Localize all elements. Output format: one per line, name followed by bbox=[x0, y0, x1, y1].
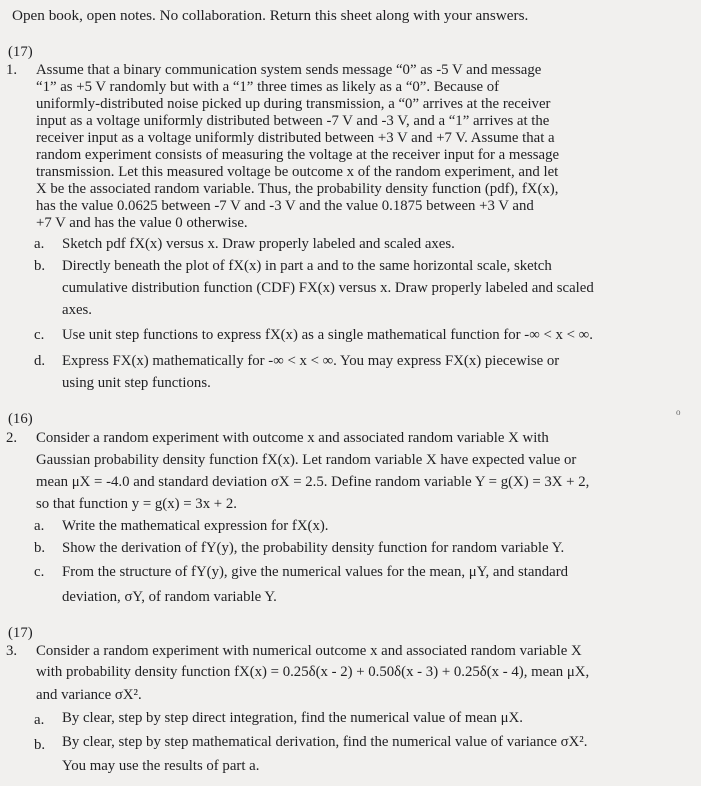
q1-points: (17) bbox=[8, 44, 33, 60]
part-letter: d. bbox=[34, 353, 46, 369]
q3-line: and variance σX². bbox=[36, 687, 142, 703]
part-letter: b. bbox=[34, 540, 46, 556]
part-text: By clear, step by step direct integration, find the numerical value of mean μX. bbox=[62, 710, 523, 726]
part-text: You may use the results of part a. bbox=[62, 758, 260, 774]
part-letter: a. bbox=[34, 236, 45, 252]
q3-number: 3. bbox=[6, 643, 18, 659]
q1-line: Assume that a binary communication system sends message “0” as -5 V and message bbox=[36, 62, 542, 78]
part-text: deviation, σY, of random variable Y. bbox=[62, 589, 277, 605]
part-letter: b. bbox=[34, 737, 46, 753]
part-text: Use unit step functions to express fX(x) as a single mathematical function for -∞ < x < ∞. bbox=[62, 327, 593, 343]
q1-line: X be the associated random variable. Thus, the probability density function (pdf), fX(x), bbox=[36, 181, 559, 197]
q1-line: has the value 0.0625 between -7 V and -3 V and the value 0.1875 between +3 V and bbox=[36, 198, 534, 214]
q1-line: transmission. Let this measured voltage be outcome x of the random experiment, and let bbox=[36, 164, 559, 180]
q3-points: (17) bbox=[8, 625, 33, 641]
q2-number: 2. bbox=[6, 430, 18, 446]
part-text: axes. bbox=[62, 302, 92, 318]
paper-mark: o bbox=[676, 407, 681, 417]
q1-line: “1” as +5 V randomly but with a “1” three times as likely as a “0”. Because of bbox=[36, 79, 500, 95]
q1-line: uniformly-distributed noise picked up during transmission, a “0” arrives at the receiver bbox=[36, 96, 551, 112]
part-letter: c. bbox=[34, 564, 45, 580]
part-text: using unit step functions. bbox=[62, 375, 211, 391]
part-text: From the structure of fY(y), give the numerical values for the mean, μY, and standard bbox=[62, 564, 569, 580]
q3-line: with probability density function fX(x) = 0.25δ(x - 2) + 0.50δ(x - 3) + 0.25δ(x - 4), mean μX, bbox=[36, 664, 590, 680]
part-text: Express FX(x) mathematically for -∞ < x < ∞. You may express FX(x) piecewise or bbox=[62, 353, 560, 369]
part-text: Write the mathematical expression for fX(x). bbox=[62, 518, 329, 534]
q3-line: Consider a random experiment with numerical outcome x and associated random variable X bbox=[36, 643, 582, 659]
part-letter: b. bbox=[34, 258, 46, 274]
q2-line: mean μX = -4.0 and standard deviation σX = 2.5. Define random variable Y = g(X) = 3X + 2, bbox=[36, 474, 590, 490]
part-text: cumulative distribution function (CDF) FX(x) versus x. Draw properly labeled and scaled bbox=[62, 280, 594, 296]
q2-line: so that function y = g(x) = 3x + 2. bbox=[36, 496, 237, 512]
part-text: Sketch pdf fX(x) versus x. Draw properly labeled and scaled axes. bbox=[62, 236, 455, 252]
q1-line: random experiment consists of measuring the voltage at the receiver input for a message bbox=[36, 147, 560, 163]
part-letter: a. bbox=[34, 712, 45, 728]
q2-line: Gaussian probability density function fX(x). Let random variable X have expected value or bbox=[36, 452, 577, 468]
part-text: By clear, step by step mathematical derivation, find the numerical value of variance σX². bbox=[62, 734, 588, 750]
part-text: Directly beneath the plot of fX(x) in part a and to the same horizontal scale, sketch bbox=[62, 258, 552, 274]
q1-line: +7 V and has the value 0 otherwise. bbox=[36, 215, 248, 231]
q1-line: input as a voltage uniformly distributed between -7 V and -3 V, and a “1” arrives at the bbox=[36, 113, 550, 129]
q2-line: Consider a random experiment with outcome x and associated random variable X with bbox=[36, 430, 549, 446]
part-text: Show the derivation of fY(y), the probability density function for random variable Y. bbox=[62, 540, 565, 556]
part-letter: c. bbox=[34, 327, 45, 343]
instructions-header: Open book, open notes. No collaboration. Return this sheet along with your answers. bbox=[12, 7, 529, 24]
q1-line: receiver input as a voltage uniformly distributed between +3 V and +7 V. Assume that a bbox=[36, 130, 555, 146]
part-letter: a. bbox=[34, 518, 45, 534]
q2-points: (16) bbox=[8, 411, 33, 427]
q1-number: 1. bbox=[6, 62, 18, 78]
